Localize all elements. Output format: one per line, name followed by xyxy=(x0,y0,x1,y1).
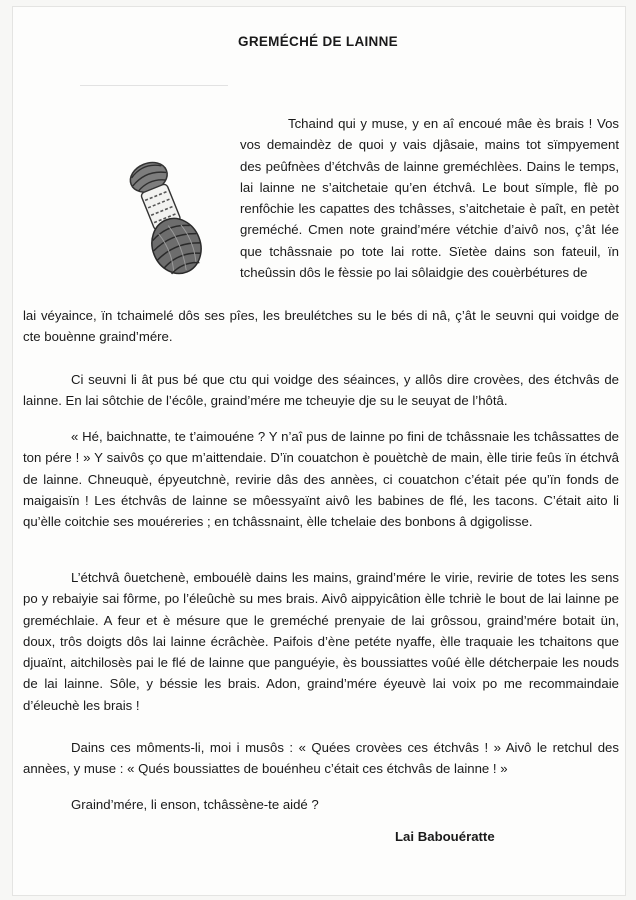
paragraph-4: L’étchvâ ôuetchenè, embouélè dains les mains, graind’mére le virie, revirie de totes les sens po y rebaiyie sai fôrme, po l’éleûchè su mes brais. Aivô aippyicâtion èlle tchriè le bout de lai lainne pe greméchlaie. A feur et è mésure que le greméché prenyaie de lai grôssou, graind’mére botait ün, doux, trôs doigts dôs lai lainne écrâchèe. Paifois d’ène petéte nyaffe, èlle traquaie les tchaitons que djuaïnt, aitchilosès pai le flé de lainne que panguéyie, ès boussiattes voûé èlle détcherpaie les nouds de lai lainne. Sôle, y béssie les brais. Adon, graind’mére éyeuvè lai voix po me recommaindaie d’éleuchè les brais ! xyxy=(23,570,619,713)
paragraph-2: Ci seuvni li ât pus bé que ctu qui voidge des séainces, y allôs dire crovèes, des étchvâs de lainne. En lai sôtchie de l’écôle, graind’mére me tcheuyie dje su le seuyat de l’hôtâ. xyxy=(23,372,619,409)
author-signature: Lai Babouératte xyxy=(395,829,495,844)
paragraph-5: Dains ces môments-li, moi i musôs : « Quées crovèes ces étchvâs ! » Aivô le retchul des annèes, y muse : « Qués boussiattes de bouénheu c’était ces étchvâs de lainne ! » xyxy=(23,740,619,777)
paragraph-3: « Hé, baichnatte, te t’aimouéne ? Y n’aî pus de lainne po fini de tchâssnaie les tchâssattes de ton pére ! » Y saivôs ço que m’aittendaie. D’ïn couatchon è pouètchè de main, èlle tirie feûs ïn étchvâ de lainne. Chneuquè, épyeutchnè, revirie dâs des annèes, ci couatchon c’était pée qu’ïn fonds de maigaisïn ! Les étchvâs de lainne se môessyaïnt aivô les babines de flé, les tacons. C’était aito li qu’èlle coitchie ses mouéreries ; en tchâssnaint, èlle tchelaie des bonbons â dgigolisse. xyxy=(23,429,619,530)
paragraph-6: Graind’mére, li enson, tchâssène-te aidé ? xyxy=(71,797,319,812)
paragraph-intro-continued: lai véyaince, ïn tchaimelé dôs ses pîes, les breulétches su le bés di nâ, ç’ât le seuvni qui voidge de cte bouènne graind’mére. xyxy=(23,308,619,345)
faint-rule xyxy=(80,85,228,86)
paragraph-intro: Tchaind qui y muse, y en aî encoué mâe ès brais ! Vos vos demaindèz de quoi y vais djâsaie, mains tot sïmpyement des peûfnèes d’étchvâs de lainne greméchlèes. Dains le temps, lai lainne ne s’aitchetaie qu’en étchvâ. Le bout sïmple, flè po renfôchie les capattes des tchâsses, s’aitchetaie è paît, en petèt greméché. Cmen note graind’mére vétchie d’aivô nos, ç’ât lée que tchâssnaie po tote lai rotte. Sïetèe dains son fateuil, ïn tcheûssin dôs le fèssie po lai sôlaidgie des couèrbétures de xyxy=(240,116,619,281)
yarn-skein-icon xyxy=(118,150,214,290)
document-title: GREMÉCHÉ DE LAINNE xyxy=(238,34,398,49)
